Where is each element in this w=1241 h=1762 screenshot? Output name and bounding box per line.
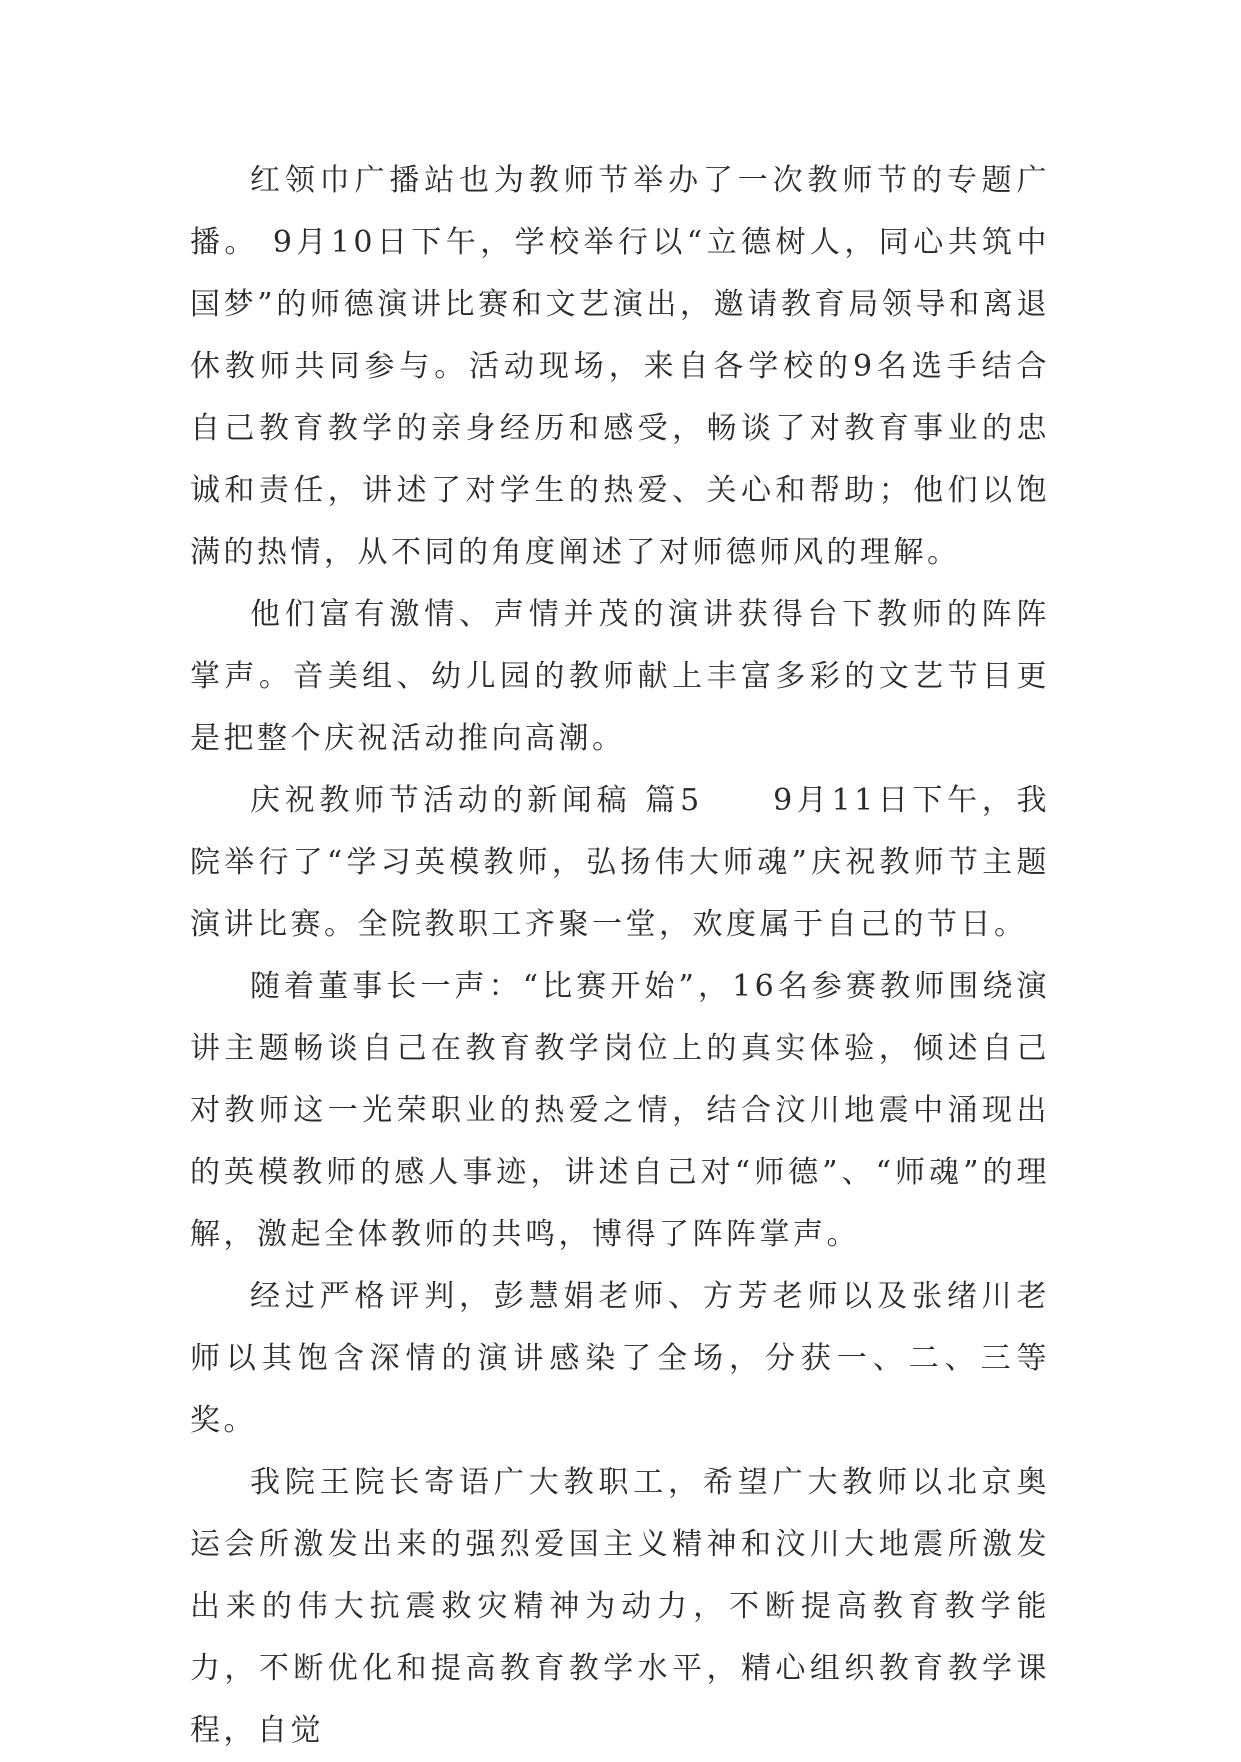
paragraph-applause-and-performances: 他们富有激情、声情并茂的演讲获得台下教师的阵阵掌声。音美组、幼儿园的教师献上丰富多彩的文艺节目更是把整个庆祝活动推向高潮。 (190, 597, 1050, 756)
document-body (190, 150, 1050, 1762)
paragraph-award-results: 经过严格评判，彭慧娟老师、方芳老师以及张绪川老师以其饱含深情的演讲感染了全场，分获一、二、三等奖。 (190, 1279, 1050, 1438)
paragraph-broadcast-and-speech-contest: 红领巾广播站也为教师节举办了一次教师节的专题广播。 9月10日下午，学校举行以“立德树人，同心共筑中国梦”的师德演讲比赛和文艺演出，邀请教育局领导和离退休教师共同参与。活动现场，来自各学校的9名选手结合自己教育教学的亲身经历和感受，畅谈了对教育事业的忠诚和责任，讲述了对学生的热爱、关心和帮助；他们以饱满的热情，从不同的角度阐述了对师德师风的理解。 (190, 163, 1050, 570)
paragraph-contest-start: 随着董事长一声：“比赛开始”，16名参赛教师围绕演讲主题畅谈自己在教育教学岗位上的真实体验，倾述自己对教师这一光荣职业的热爱之情，结合汶川地震中涌现出的英模教师的感人事迹，讲述自己对“师德”、“师魂”的理解，激起全体教师的共鸣，博得了阵阵掌声。 (190, 969, 1050, 1252)
paragraph-article-5-intro: 庆祝教师节活动的新闻稿 篇5 9月11日下午，我院举行了“学习英模教师，弘扬伟大师魂”庆祝教师节主题演讲比赛。全院教职工齐聚一堂，欢度属于自己的节日。 (190, 783, 1050, 942)
paragraph-president-message: 我院王院长寄语广大教职工，希望广大教师以北京奥运会所激发出来的强烈爱国主义精神和汶川大地震所激发出来的伟大抗震救灾精神为动力，不断提高教育教学能力，不断优化和提高教育教学水平，精心组织教育教学课程，自觉 (190, 1465, 1050, 1748)
